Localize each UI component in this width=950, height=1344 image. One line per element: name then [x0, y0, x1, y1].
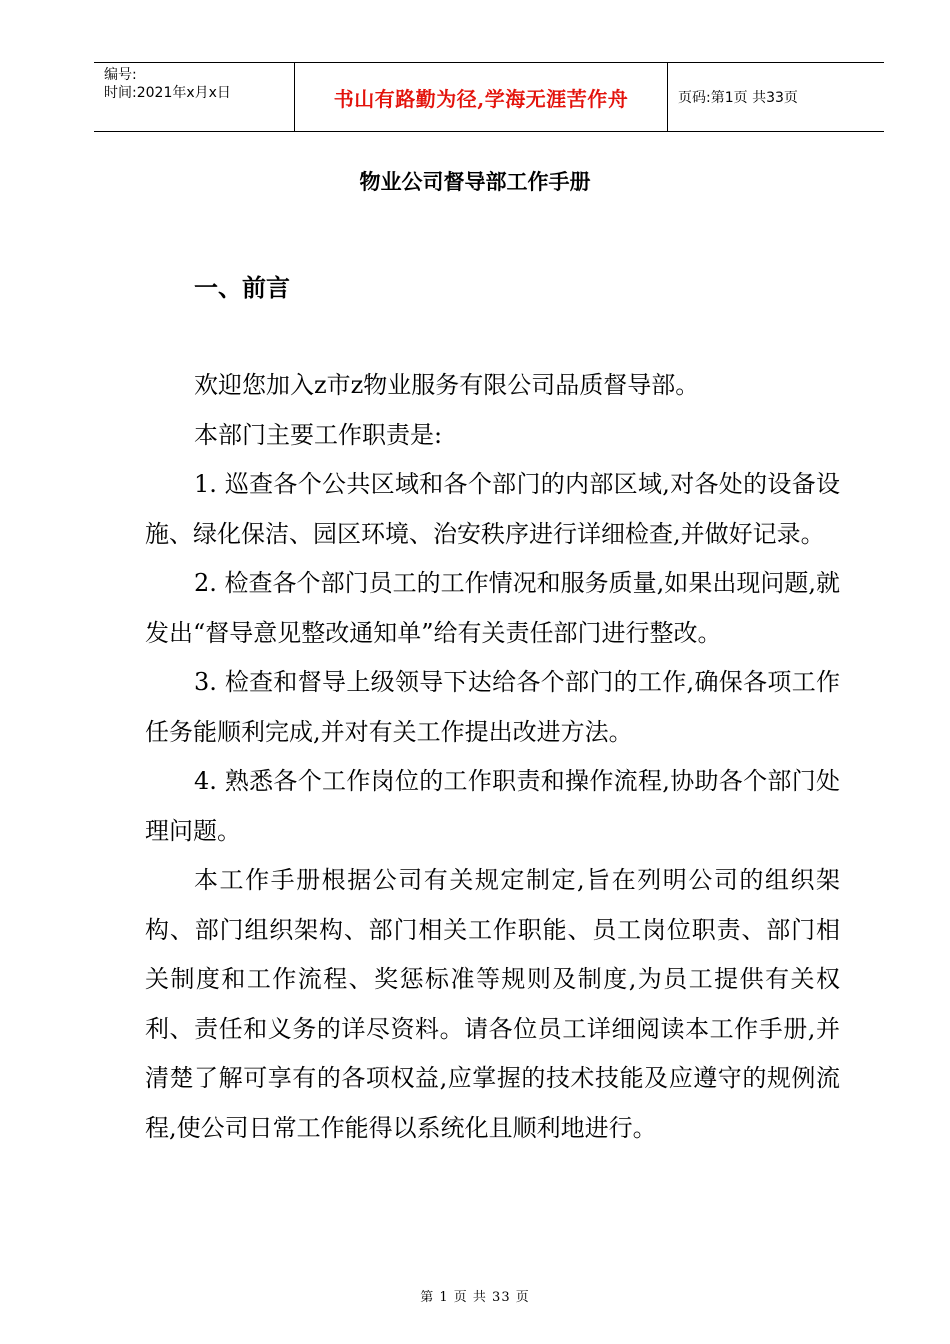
document-title: 物业公司督导部工作手册 — [359, 170, 591, 194]
page-footer-number: 第 1 页 共 33 页 — [420, 1290, 530, 1305]
document-body — [145, 361, 840, 1153]
header-code-label: 编号: — [104, 67, 137, 83]
header-page-info: 页码:第1页 共33页 — [678, 90, 798, 106]
section-heading: 一、前言 — [194, 274, 290, 302]
paragraph: 1. 巡查各个公共区域和各个部门的内部区域,对各处的设备设施、绿化保洁、园区环境、治安秩序进行详细检查,并做好记录。 — [145, 470, 840, 548]
paragraph: 2. 检查各个部门员工的工作情况和服务质量,如果出现问题,就发出“督导意见整改通知单”给有关责任部门进行整改。 — [145, 569, 840, 647]
paragraph: 本工作手册根据公司有关规定制定,旨在列明公司的组织架构、部门组织架构、部门相关工作职能、员工岗位职责、部门相关制度和工作流程、奖惩标准等规则及制度,为员工提供有关权利、责任和义务的详尽资料。请各位员工详细阅读本工作手册,并清楚了解可享有的各项权益,应掌握的技术技能及应遵守的规例流程,使公司日常工作能得以系统化且顺利地进行。 — [145, 866, 840, 1142]
header-meta-cell — [94, 63, 295, 131]
paragraph: 4. 熟悉各个工作岗位的工作职责和操作流程,协助各个部门处理问题。 — [145, 767, 840, 845]
header-time-label: 时间:2021年x月x日 — [104, 85, 231, 101]
paragraph: 欢迎您加入z市z物业服务有限公司品质督导部。 — [194, 371, 700, 399]
paragraph: 本部门主要工作职责是: — [194, 420, 443, 449]
page-header-table — [94, 62, 884, 132]
header-motto: 书山有路勤为径,学海无涯苦作舟 — [295, 63, 668, 131]
paragraph: 3. 检查和督导上级领导下达给各个部门的工作,确保各项工作任务能顺利完成,并对有关工作提出改进方法。 — [145, 668, 840, 746]
